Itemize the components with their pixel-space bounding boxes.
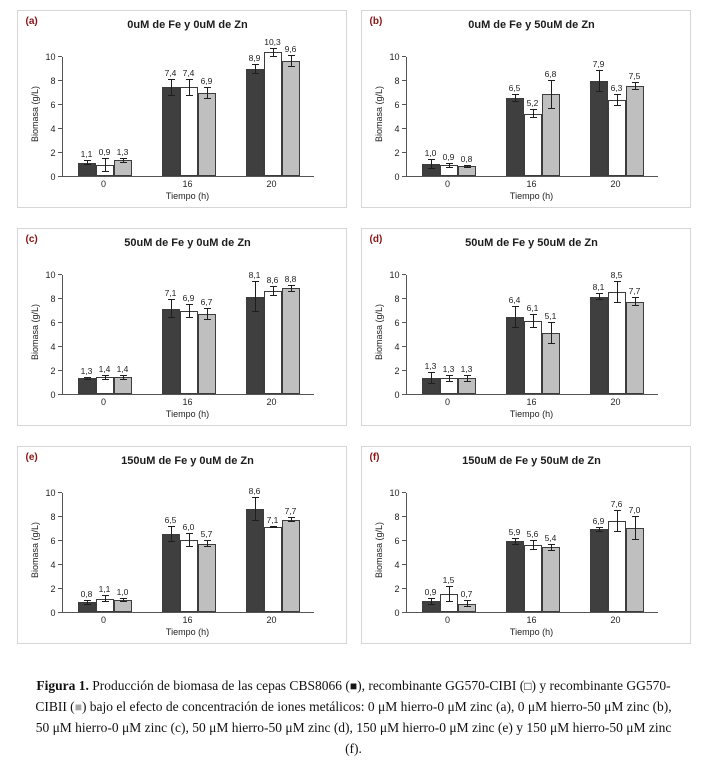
bar-value-label: 5,9 xyxy=(508,526,521,537)
y-axis-title xyxy=(372,51,386,177)
bar-value-label: 7,7 xyxy=(284,506,297,517)
chart-title: 50uM de Fe y 0uM de Zn xyxy=(124,237,251,249)
x-axis-title: Tiempo (h) xyxy=(165,409,210,419)
y-axis xyxy=(386,488,406,618)
bar-value-label: 6,3 xyxy=(610,83,623,94)
x-tick-label: 16 xyxy=(182,397,193,407)
plot-row xyxy=(372,487,686,618)
plot-row xyxy=(28,269,342,400)
error-bar xyxy=(171,526,172,543)
bar-value-label: 7,0 xyxy=(628,505,641,515)
y-tick-label: 2 xyxy=(50,584,56,594)
bar-GG570-CIBII xyxy=(542,547,560,612)
bar-CBS8066 xyxy=(78,378,96,394)
x-axis-title: Tiempo (h) xyxy=(165,627,210,637)
bar-CBS8066 xyxy=(590,81,608,176)
error-bar xyxy=(515,306,516,328)
bar-CBS8066 xyxy=(162,87,180,176)
x-tick-label: 0 xyxy=(444,615,451,625)
bar-GG570-CIBII xyxy=(626,86,644,176)
bar-value-label: 6,9 xyxy=(200,76,213,87)
plot-area xyxy=(62,485,314,613)
plot-area xyxy=(62,36,314,177)
bar-value-label: 5,7 xyxy=(200,529,213,539)
plot-area xyxy=(406,493,658,613)
plot-row xyxy=(372,51,686,182)
bar-value-label: 8,5 xyxy=(610,270,623,281)
chart-panel-a xyxy=(17,10,347,208)
error-bar xyxy=(291,285,292,292)
x-axis-labels xyxy=(62,613,314,626)
error-bar xyxy=(599,293,600,300)
bar-CBS8066 xyxy=(590,297,608,394)
bar-value-label: 10,3 xyxy=(264,36,281,47)
bar-GG570-CIBI xyxy=(180,87,198,176)
x-axis-title: Tiempo (h) xyxy=(509,627,554,637)
x-tick-label: 0 xyxy=(444,397,451,407)
bar-value-label: 1,3 xyxy=(424,361,437,372)
bar-value-label: 6,7 xyxy=(200,296,213,307)
error-bar xyxy=(599,70,600,92)
x-tick-label: 0 xyxy=(444,179,451,189)
x-tick-label: 0 xyxy=(100,615,107,625)
x-axis-labels xyxy=(406,613,658,626)
error-bar xyxy=(189,533,190,547)
x-axis-title: Tiempo (h) xyxy=(509,191,554,201)
bar-CBS8066 xyxy=(506,541,524,612)
x-axis-labels xyxy=(406,177,658,190)
x-axis-title: Tiempo (h) xyxy=(165,191,210,201)
bar-value-label: 6,5 xyxy=(164,514,177,525)
y-tick-label: 8 xyxy=(50,76,56,86)
error-bar xyxy=(467,600,468,607)
y-axis-title xyxy=(372,487,386,613)
bar-value-label: 1,3 xyxy=(460,363,473,374)
y-tick-label: 2 xyxy=(394,148,400,158)
y-tick-label: 6 xyxy=(50,318,56,328)
y-tick-label: 2 xyxy=(394,366,400,376)
bar-value-label: 0,8 xyxy=(80,589,93,599)
bar-value-label: 6,9 xyxy=(592,515,605,526)
error-bar xyxy=(105,158,106,172)
x-tick-label: 16 xyxy=(526,179,537,189)
legend-filled-square-icon: ■ xyxy=(349,679,358,693)
y-axis xyxy=(42,488,62,618)
x-tick-label: 0 xyxy=(100,179,107,189)
bar-GG570-CIBI xyxy=(524,321,542,394)
y-tick-label: 4 xyxy=(50,124,56,134)
x-axis-labels xyxy=(62,395,314,408)
bar-CBS8066 xyxy=(162,534,180,612)
error-bar xyxy=(273,526,274,528)
bar-value-label: 0,7 xyxy=(460,589,473,599)
y-tick-label: 0 xyxy=(394,608,400,618)
x-tick-label: 20 xyxy=(266,179,277,189)
bar-value-label: 8,8 xyxy=(284,273,297,284)
error-bar xyxy=(123,158,124,163)
error-bar xyxy=(189,304,190,318)
error-bar xyxy=(255,497,256,521)
y-axis-title-text: Biomasa (g/L) xyxy=(29,303,40,361)
bar-value-label: 1,1 xyxy=(80,149,93,160)
chart-title: 150uM de Fe y 0uM de Zn xyxy=(121,455,254,467)
bar-CBS8066 xyxy=(506,317,524,394)
x-tick-label: 0 xyxy=(100,397,107,407)
error-bar xyxy=(207,87,208,99)
bar-value-label: 6,0 xyxy=(182,521,195,532)
chart-panel-d xyxy=(361,228,691,426)
error-bar xyxy=(599,527,600,532)
figure-caption xyxy=(30,676,678,760)
bar-value-label: 1,0 xyxy=(424,148,437,159)
y-axis xyxy=(42,52,62,182)
error-bar xyxy=(431,159,432,169)
bar-value-label: 0,9 xyxy=(442,151,455,162)
bar-value-label: 7,4 xyxy=(164,67,177,78)
y-tick-label: 6 xyxy=(394,318,400,328)
bar-value-label: 1,3 xyxy=(442,363,455,374)
error-bar xyxy=(189,79,190,96)
y-tick-label: 2 xyxy=(50,148,56,158)
y-tick-label: 10 xyxy=(45,52,56,62)
y-axis-title xyxy=(28,51,42,177)
chart-title: 0uM de Fe y 50uM de Zn xyxy=(468,19,595,31)
x-tick-label: 20 xyxy=(266,615,277,625)
y-axis-title xyxy=(28,269,42,395)
error-bar xyxy=(515,538,516,545)
bar-value-label: 8,1 xyxy=(592,282,605,293)
bar-value-label: 6,8 xyxy=(544,69,557,79)
x-tick-label: 16 xyxy=(526,397,537,407)
bar-value-label: 7,5 xyxy=(628,71,641,82)
error-bar xyxy=(617,94,618,106)
y-axis-title-text: Biomasa (g/L) xyxy=(373,521,384,579)
bar-value-label: 5,6 xyxy=(526,529,539,539)
x-tick-label: 20 xyxy=(266,397,277,407)
bar-value-label: 8,9 xyxy=(248,53,261,64)
bar-GG570-CIBI xyxy=(180,311,198,394)
error-bar xyxy=(87,600,88,605)
bar-value-label: 1,4 xyxy=(98,363,111,374)
caption-figure-number: Figura 1. xyxy=(36,678,89,693)
error-bar xyxy=(207,308,208,320)
y-tick-label: 4 xyxy=(394,560,400,570)
y-tick-label: 0 xyxy=(50,390,56,400)
x-tick-label: 20 xyxy=(610,397,621,407)
error-bar xyxy=(123,598,124,602)
bar-value-label: 1,1 xyxy=(98,584,111,595)
error-bar xyxy=(617,510,618,532)
bar-GG570-CIBI xyxy=(524,545,542,612)
error-bar xyxy=(515,94,516,101)
error-bar xyxy=(533,540,534,550)
bar-value-label: 1,3 xyxy=(116,147,129,157)
y-axis xyxy=(386,270,406,400)
error-bar xyxy=(551,322,552,344)
y-tick-label: 8 xyxy=(394,512,400,522)
plot-row xyxy=(28,485,342,618)
y-tick-label: 6 xyxy=(394,100,400,110)
x-tick-label: 16 xyxy=(182,179,193,189)
chart-title: 150uM de Fe y 50uM de Zn xyxy=(462,455,601,467)
bar-value-label: 0,9 xyxy=(424,586,437,597)
error-bar xyxy=(291,55,292,67)
caption-text-2: ), recombinante GG570-CIBI ( xyxy=(357,678,525,693)
bar-CBS8066 xyxy=(506,98,524,176)
caption-text-4: ) bajo el efecto de concentración de iones metálicos: 0 μM hierro-0 μM zinc (a), 0 μM hierro-50 μM zinc (b), 50 μM hierro-0 μM zinc (c), 50 μM hierro-50 μM zinc (d), 150 μM hierro-0 μM zinc (e) y 150 μM hierro-50 μM zinc (f). xyxy=(35,698,672,756)
bar-CBS8066 xyxy=(246,509,264,612)
x-axis-title: Tiempo (h) xyxy=(509,409,554,419)
bar-GG570-CIBII xyxy=(626,302,644,394)
x-tick-label: 16 xyxy=(526,615,537,625)
bar-GG570-CIBII xyxy=(198,544,216,612)
bar-value-label: 1,3 xyxy=(80,365,93,376)
chart-panel-e xyxy=(17,446,347,644)
error-bar xyxy=(449,586,450,603)
y-axis-title xyxy=(28,487,42,613)
error-bar xyxy=(87,160,88,165)
bar-value-label: 7,1 xyxy=(266,514,279,525)
panel-label-c: (c) xyxy=(25,234,38,245)
x-axis-labels xyxy=(62,177,314,190)
bar-GG570-CIBII xyxy=(282,61,300,176)
y-tick-label: 8 xyxy=(394,294,400,304)
error-bar xyxy=(87,377,88,381)
bar-GG570-CIBI xyxy=(264,291,282,394)
panel-label-f: (f) xyxy=(369,452,380,463)
legend-open-square-icon: □ xyxy=(524,679,532,693)
error-bar xyxy=(551,544,552,551)
panel-label-b: (b) xyxy=(369,16,383,27)
x-tick-label: 20 xyxy=(610,179,621,189)
x-axis-labels xyxy=(406,395,658,408)
bar-value-label: 5,2 xyxy=(526,97,539,108)
y-tick-label: 8 xyxy=(50,294,56,304)
error-bar xyxy=(431,598,432,605)
error-bar xyxy=(467,165,468,169)
x-tick-label: 20 xyxy=(610,615,621,625)
y-tick-label: 10 xyxy=(45,488,56,498)
y-axis-title-text: Biomasa (g/L) xyxy=(29,85,40,143)
bar-value-label: 0,8 xyxy=(460,153,473,164)
bar-GG570-CIBI xyxy=(96,377,114,394)
x-tick-label: 16 xyxy=(182,615,193,625)
panel-label-d: (d) xyxy=(369,234,383,245)
y-axis xyxy=(386,52,406,182)
y-tick-label: 2 xyxy=(50,366,56,376)
y-tick-label: 8 xyxy=(50,512,56,522)
bar-GG570-CIBI xyxy=(264,52,282,176)
error-bar xyxy=(105,595,106,602)
y-tick-label: 4 xyxy=(394,342,400,352)
y-tick-label: 10 xyxy=(389,488,400,498)
bar-value-label: 7,4 xyxy=(182,67,195,78)
bar-value-label: 6,9 xyxy=(182,293,195,303)
bar-value-label: 1,4 xyxy=(116,363,129,374)
plot-row xyxy=(372,269,686,400)
y-tick-label: 0 xyxy=(394,390,400,400)
plot-area xyxy=(62,270,314,395)
error-bar xyxy=(449,375,450,382)
bar-GG570-CIBI xyxy=(608,292,626,394)
bar-value-label: 7,9 xyxy=(592,59,605,70)
bar-value-label: 8,6 xyxy=(266,275,279,285)
y-axis-title xyxy=(372,269,386,395)
error-bar xyxy=(273,48,274,58)
chart-title: 50uM de Fe y 50uM de Zn xyxy=(465,237,598,249)
error-bar xyxy=(431,372,432,384)
bar-value-label: 7,7 xyxy=(628,285,641,296)
bar-value-label: 9,6 xyxy=(284,43,297,54)
bar-GG570-CIBII xyxy=(198,314,216,394)
bar-value-label: 5,4 xyxy=(544,532,557,543)
bar-GG570-CIBI xyxy=(524,114,542,176)
caption-text-3: ) y recombinante GG570-CIBII ( xyxy=(35,678,671,714)
y-tick-label: 0 xyxy=(394,172,400,182)
plot-row xyxy=(28,36,342,182)
bar-value-label: 6,5 xyxy=(508,83,521,94)
legend-gray-square-icon: ■ xyxy=(74,699,82,714)
error-bar xyxy=(255,281,256,312)
panel-label-a: (a) xyxy=(25,16,38,27)
error-bar xyxy=(635,82,636,89)
bar-GG570-CIBII xyxy=(114,377,132,394)
y-tick-label: 10 xyxy=(389,52,400,62)
error-bar xyxy=(449,163,450,168)
y-tick-label: 2 xyxy=(394,584,400,594)
error-bar xyxy=(207,540,208,547)
y-tick-label: 4 xyxy=(394,124,400,134)
bar-value-label: 8,1 xyxy=(248,270,261,281)
error-bar xyxy=(635,516,636,540)
bar-CBS8066 xyxy=(246,69,264,176)
bar-value-label: 6,1 xyxy=(526,302,539,313)
y-axis xyxy=(42,270,62,400)
bar-GG570-CIBI xyxy=(608,521,626,612)
error-bar xyxy=(533,109,534,119)
bar-GG570-CIBI xyxy=(264,527,282,612)
error-bar xyxy=(171,79,172,96)
y-tick-label: 6 xyxy=(394,536,400,546)
y-axis-title-text: Biomasa (g/L) xyxy=(373,303,384,361)
bar-GG570-CIBII xyxy=(282,520,300,612)
y-tick-label: 10 xyxy=(389,270,400,280)
y-tick-label: 6 xyxy=(50,100,56,110)
bar-GG570-CIBI xyxy=(180,540,198,612)
error-bar xyxy=(617,281,618,303)
bar-GG570-CIBII xyxy=(198,93,216,176)
bar-CBS8066 xyxy=(162,309,180,394)
bar-value-label: 0,9 xyxy=(98,147,111,157)
error-bar xyxy=(551,80,552,109)
bar-value-label: 6,4 xyxy=(508,295,521,306)
error-bar xyxy=(105,375,106,380)
bar-GG570-CIBI xyxy=(608,100,626,176)
bar-GG570-CIBII xyxy=(282,288,300,394)
plot-area xyxy=(406,270,658,395)
bar-value-label: 7,1 xyxy=(164,288,177,299)
panel-label-e: (e) xyxy=(25,452,38,463)
bar-value-label: 1,0 xyxy=(116,587,129,598)
error-bar xyxy=(255,64,256,74)
error-bar xyxy=(123,375,124,380)
chart-panel-f xyxy=(361,446,691,644)
bar-GG570-CIBII xyxy=(626,528,644,612)
y-tick-label: 0 xyxy=(50,608,56,618)
error-bar xyxy=(533,314,534,328)
bar-value-label: 8,6 xyxy=(248,485,261,496)
y-tick-label: 4 xyxy=(50,342,56,352)
error-bar xyxy=(171,299,172,318)
y-axis-title-text: Biomasa (g/L) xyxy=(29,521,40,579)
error-bar xyxy=(467,375,468,382)
caption-text-1: Producción de biomasa de las cepas CBS8066 ( xyxy=(88,678,350,693)
plot-area xyxy=(406,57,658,177)
bar-CBS8066 xyxy=(590,529,608,612)
error-bar xyxy=(273,286,274,296)
error-bar xyxy=(291,517,292,522)
chart-panel-b xyxy=(361,10,691,208)
y-axis-title-text: Biomasa (g/L) xyxy=(373,85,384,143)
y-tick-label: 8 xyxy=(394,76,400,86)
error-bar xyxy=(635,297,636,307)
bar-value-label: 7,6 xyxy=(610,499,623,509)
y-tick-label: 4 xyxy=(50,560,56,570)
y-tick-label: 0 xyxy=(50,172,56,182)
bar-value-label: 1,5 xyxy=(442,574,455,585)
bar-value-label: 5,1 xyxy=(544,311,557,321)
chart-panel-c xyxy=(17,228,347,426)
y-tick-label: 6 xyxy=(50,536,56,546)
y-tick-label: 10 xyxy=(45,270,56,280)
chart-title: 0uM de Fe y 0uM de Zn xyxy=(127,19,248,31)
